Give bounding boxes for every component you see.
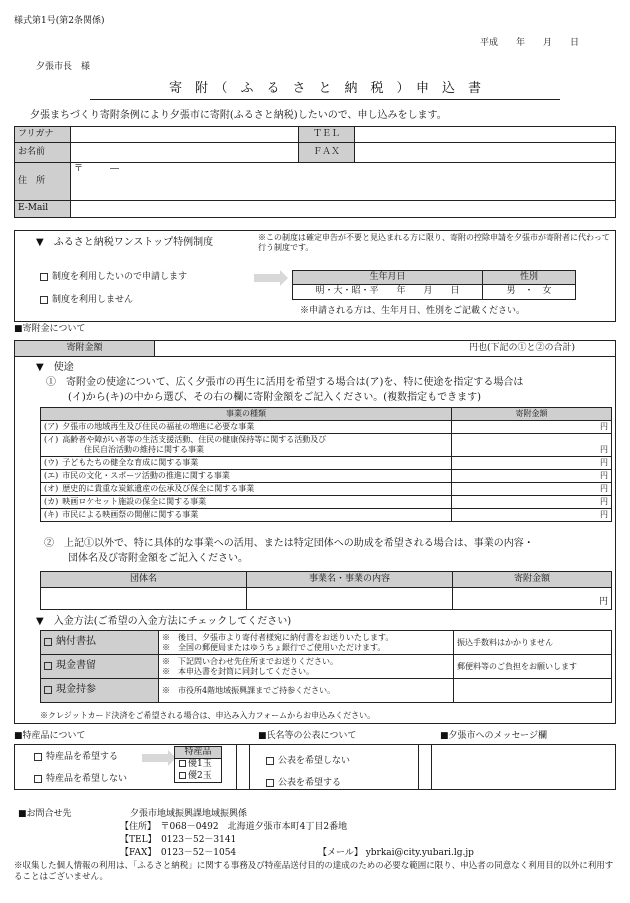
use-item-key: (オ) [44, 484, 59, 493]
amount-label: 寄附金額 [15, 341, 155, 357]
date-field[interactable]: 平成 年 月 日 [480, 38, 580, 48]
contact-label: ■お問合せ先 [18, 809, 72, 819]
use-item-key: (ア) [44, 422, 59, 431]
use-item-key: (キ) [44, 510, 59, 519]
payment-note-cell [159, 679, 454, 703]
checkbox-icon[interactable] [179, 772, 186, 779]
applicant-table [14, 126, 616, 218]
checkbox-icon[interactable] [40, 273, 48, 281]
use-row [41, 483, 612, 496]
use-item [41, 509, 452, 522]
onestop-option-decline-label: 制度を利用しません [52, 295, 134, 305]
contact-address-label: 【住所】 [120, 822, 152, 832]
checkbox-icon[interactable] [40, 296, 48, 304]
email-input[interactable] [71, 201, 616, 218]
other-text-1: ② 上記①以外で、特に具体的な事業への活用、または特定団体への助成を希望される場合は、事業の内容・ [44, 538, 534, 549]
product-option-yes-label: 特産品を希望する [46, 752, 119, 762]
product-option-no[interactable] [34, 774, 127, 785]
contact-fax [120, 848, 236, 859]
onestop-note: ※この制度は確定申告が不要と見込まれる方に限り、寄附の控除申請を夕張市が寄附者に代わって行う制度です。 [258, 233, 610, 252]
contact-mail-label: 【メール】 [318, 848, 363, 858]
tel-label: ＴＥＬ [299, 127, 355, 143]
birth-input[interactable]: 明・大・昭・平 年 月 日 [293, 285, 483, 299]
donation-section-title: ■寄附金について [14, 324, 86, 334]
payment-note-cell [159, 655, 454, 679]
payment-method-label: 現金持参 [56, 684, 96, 696]
checkbox-icon[interactable] [44, 662, 52, 670]
use-row [41, 457, 612, 470]
addressee: 夕張市長 様 [36, 62, 91, 72]
publish-option-yes[interactable] [266, 778, 341, 789]
contact-tel-label: 【TEL】 [120, 835, 153, 845]
onestop-option-apply-label: 制度を利用したいので申請します [52, 272, 188, 282]
message-title: ■夕張市へのメッセージ欄 [440, 731, 547, 741]
contact-tel [120, 835, 236, 846]
contact-mail [318, 848, 474, 859]
onestop-option-apply[interactable] [40, 272, 187, 283]
use-row [41, 434, 612, 457]
col-amount-2: 寄附金額 [453, 572, 612, 588]
onestop-title: ▼ ふるさと納税ワンストップ特例制度 [36, 237, 214, 248]
use-item [41, 434, 452, 457]
use-text-1: ① 寄附金の使途について、広く夕張市の再生に活用を希望する場合は(ア)を、特に使途を指定する場合は [46, 377, 524, 388]
use-item-label: 歴史的に貴重な炭鉱遺産の伝承及び保全に関する事業 [62, 484, 255, 493]
furigana-label: フリガナ [15, 127, 71, 143]
message-input[interactable] [434, 746, 614, 788]
amount-row [14, 340, 616, 357]
publish-title: ■氏名等の公表について [258, 731, 357, 741]
payment-fee: 振込手数料はかかりません [454, 631, 612, 655]
checkbox-icon[interactable] [179, 760, 186, 767]
checkbox-icon[interactable] [44, 686, 52, 694]
payment-method-note: ※ 本申込書を封筒に同封してください。 [162, 666, 314, 676]
payment-method-note: ※ 市役所4階地域振興課までご持参ください。 [162, 685, 336, 695]
payment-method[interactable] [41, 655, 159, 679]
tel-input[interactable] [355, 127, 616, 143]
use-amount-input[interactable]: 円 [452, 496, 612, 509]
use-amount-input[interactable]: 円 [452, 421, 612, 434]
use-item [41, 457, 452, 470]
group-table [40, 571, 612, 610]
use-table [40, 407, 612, 522]
use-row [41, 421, 612, 434]
use-item [41, 496, 452, 509]
payment-title: ▼ 入金方法(ご希望の入金方法にチェックしてください) [36, 616, 292, 627]
payment-method-note: ※ 下記問い合わせ先住所までお送りください。 [162, 656, 338, 666]
email-label: E-Mail [15, 201, 71, 218]
amount-input[interactable]: 円也(下記の①と②の合計) [155, 341, 616, 357]
product-choice-2-label: 優2玉 [188, 770, 212, 781]
use-item-label: 夕張市の地域再生及び住民の福祉の増進に必要な事業 [62, 422, 255, 431]
furigana-input[interactable] [71, 127, 299, 143]
checkbox-icon[interactable] [44, 638, 52, 646]
payment-method-label: 現金書留 [56, 660, 96, 672]
col-group: 団体名 [41, 572, 247, 588]
divider [236, 744, 250, 790]
use-row [41, 496, 612, 509]
arrow-icon [138, 754, 172, 766]
use-item [41, 421, 452, 434]
contact-fax-label: 【FAX】 [120, 848, 152, 858]
fax-label: ＦＡＸ [299, 143, 355, 163]
use-amount-input[interactable]: 円 [452, 509, 612, 522]
gender-header: 性別 [483, 271, 576, 285]
use-item [41, 470, 452, 483]
checkbox-icon[interactable] [34, 753, 42, 761]
contact-address [120, 822, 347, 833]
checkbox-icon[interactable] [266, 779, 274, 787]
use-item-key: (ウ) [44, 458, 59, 467]
use-text-2: (イ)から(キ)の中から選び、その右の欄に寄附金額をご記入ください。(複数指定もできます) [68, 392, 482, 403]
payment-fee: 郵便料等のご負担をお願いします [454, 655, 612, 679]
payment-row [41, 679, 612, 703]
page-title: 寄 附 （ ふ る さ と 納 税 ） 申 込 書 [90, 81, 560, 100]
address-label: 住 所 [15, 163, 71, 201]
use-item-key: (カ) [44, 497, 59, 506]
col-content: 事業名・事業の内容 [247, 572, 453, 588]
use-item-label: 市民の文化・スポーツ活動の推進に関する事業 [62, 471, 230, 480]
publish-option-no-label: 公表を希望しない [278, 756, 351, 766]
payment-fee [454, 679, 612, 703]
contact-tel-value: 0123－52－3141 [161, 835, 237, 845]
group-amount-input[interactable]: 円 [453, 588, 612, 610]
use-item-key: (イ) [44, 435, 59, 444]
use-row [41, 470, 612, 483]
checkbox-icon[interactable] [266, 757, 274, 765]
product-title: ■特産品について [14, 731, 86, 741]
product-choice-1-label: 優1玉 [188, 759, 212, 770]
arrow-icon [250, 274, 284, 286]
use-item-label: 子どもたちの健全な育成に関する事業 [62, 458, 199, 467]
publish-option-yes-label: 公表を希望する [278, 778, 342, 788]
address-input[interactable]: 〒 ― [71, 163, 616, 201]
col-amount: 寄附金額 [452, 408, 612, 421]
use-item-label: 高齢者や障がい者等の生活支援活動、住民の健康保持等に関する活動及び [62, 435, 327, 444]
gender-input[interactable]: 男 ・ 女 [483, 285, 576, 299]
payment-row [41, 655, 612, 679]
product-choice-2[interactable] [175, 771, 221, 782]
onestop-option-decline[interactable] [40, 295, 133, 306]
use-amount-input[interactable]: 円 [452, 434, 612, 457]
onestop-footnote: ※申請される方は、生年月日、性別をご記載ください。 [300, 306, 526, 316]
product-choice-1[interactable] [175, 759, 221, 770]
divider [418, 744, 432, 790]
contact-fax-value: 0123－52－1054 [160, 848, 237, 858]
use-item [41, 483, 452, 496]
payment-method-label: 納付書払 [56, 636, 96, 648]
use-row [41, 509, 612, 522]
intro-text: 夕張まちづくり寄附条例により夕張市に寄附(ふるさと納税)したいので、申し込みをします。 [30, 110, 447, 121]
privacy-note: ※収集した個人情報の利用は、「ふるさと納税」に関する事務及び特産品送付目的の達成のための必要な範囲に限り、申込者の同意なく利用目的以外に利用することはございません。 [14, 861, 614, 882]
use-item-label: 市民による映画祭の開催に関する事業 [62, 510, 199, 519]
use-title: ▼ 使途 [36, 362, 74, 373]
product-choice-box [174, 746, 222, 783]
product-choice-header: 特産品 [175, 747, 221, 759]
use-item-label-2: 住民自治活動の維持に関する事業 [84, 445, 204, 454]
use-amount-input[interactable]: 円 [452, 470, 612, 483]
contact-org: 夕張市地域振興課地域振興係 [130, 809, 248, 819]
name-input[interactable] [71, 143, 299, 163]
use-amount-input[interactable]: 円 [452, 457, 612, 470]
payment-row [41, 631, 612, 655]
use-item-label: 映画ロケセット施設の保全に関する事業 [62, 497, 207, 506]
name-label: お名前 [15, 143, 71, 163]
payment-table [40, 630, 612, 703]
col-type: 事業の種類 [41, 408, 452, 421]
payment-method-note: ※ 全国の郵便局またはゆうちょ銀行でご使用いただけます。 [162, 642, 386, 652]
payment-method[interactable] [41, 631, 159, 655]
other-text-2: 団体名及び寄附金額をご記入ください。 [68, 553, 248, 564]
use-amount-input[interactable]: 円 [452, 483, 612, 496]
content-input[interactable] [247, 588, 453, 610]
birth-gender-table [292, 270, 576, 300]
payment-method[interactable] [41, 679, 159, 703]
payment-note-cell [159, 631, 454, 655]
checkbox-icon[interactable] [34, 775, 42, 783]
contact-mail-link[interactable]: ybrkai@city.yubari.lg.jp [365, 848, 474, 858]
publish-option-no[interactable] [266, 756, 350, 767]
product-option-no-label: 特産品を希望しない [46, 774, 128, 784]
product-option-yes[interactable] [34, 752, 118, 763]
contact-address-value: 〒068－0492 北海道夕張市本町4丁目2番地 [160, 822, 348, 832]
payment-note: ※クレジットカード決済をご希望される場合は、申込み入力フォームからお申込みください。 [40, 711, 376, 720]
group-input[interactable] [41, 588, 247, 610]
use-item-key: (エ) [44, 471, 59, 480]
birth-header: 生年月日 [293, 271, 483, 285]
fax-input[interactable] [355, 143, 616, 163]
form-number: 様式第1号(第2条関係) [14, 16, 105, 26]
payment-method-note: ※ 後日、夕張市より寄付者様宛に納付書をお送りいたします。 [162, 632, 394, 642]
